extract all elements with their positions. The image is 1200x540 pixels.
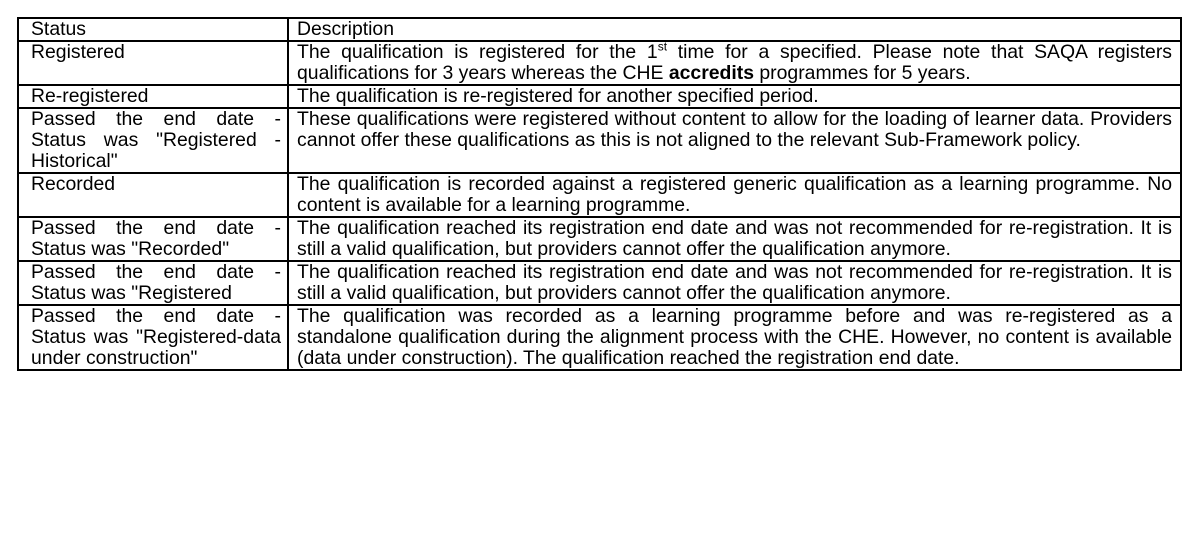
row-description: The qualification was recorded as a learning programme before and was re-registered as a standalone qualification during the alignment process with the CHE. However, no content is available (data under construction). The qualification reached the registration end date. <box>288 305 1181 370</box>
row-description: The qualification is recorded against a registered generic qualification as a learning programme. No content is available for a learning programme. <box>288 173 1181 217</box>
row-status: Passed the end date - Status was "Registered-data under construction" <box>18 305 288 370</box>
qualification-status-table <box>17 17 1182 371</box>
table-row <box>18 108 1181 173</box>
description-text: time for a specified. Please note that SAQA registers qualifications for 3 years whereas the CHE <box>297 41 1172 84</box>
header-status: Status <box>18 18 288 41</box>
description-text: The qualification is registered for the 1 <box>297 41 658 63</box>
emphasis-text: accredits <box>668 62 754 84</box>
table-row <box>18 41 1181 85</box>
row-status: Registered <box>18 41 288 85</box>
table-row <box>18 173 1181 217</box>
row-description: These qualifications were registered without content to allow for the loading of learner data. Providers cannot offer these qualifications as this is not aligned to the relevant Sub-Framework policy. <box>288 108 1181 173</box>
table-row <box>18 85 1181 108</box>
row-description <box>288 41 1181 85</box>
table-row <box>18 261 1181 305</box>
row-status: Passed the end date - Status was "Registered <box>18 261 288 305</box>
row-description: The qualification reached its registration end date and was not recommended for re-registration. It is still a valid qualification, but providers cannot offer the qualification anymore. <box>288 217 1181 261</box>
row-description: The qualification is re-registered for another specified period. <box>288 85 1181 108</box>
status-table-container <box>17 17 1180 371</box>
row-status: Passed the end date - Status was "Registered - Historical" <box>18 108 288 173</box>
table-row <box>18 217 1181 261</box>
row-status: Re-registered <box>18 85 288 108</box>
row-description: The qualification reached its registration end date and was not recommended for re-registration. It is still a valid qualification, but providers cannot offer the qualification anymore. <box>288 261 1181 305</box>
table-header-row <box>18 18 1181 41</box>
row-status: Passed the end date - Status was "Recorded" <box>18 217 288 261</box>
header-description: Description <box>288 18 1181 41</box>
row-status: Recorded <box>18 173 288 217</box>
description-text: programmes for 5 years. <box>754 62 971 84</box>
ordinal-superscript: st <box>657 39 668 54</box>
table-row <box>18 305 1181 370</box>
